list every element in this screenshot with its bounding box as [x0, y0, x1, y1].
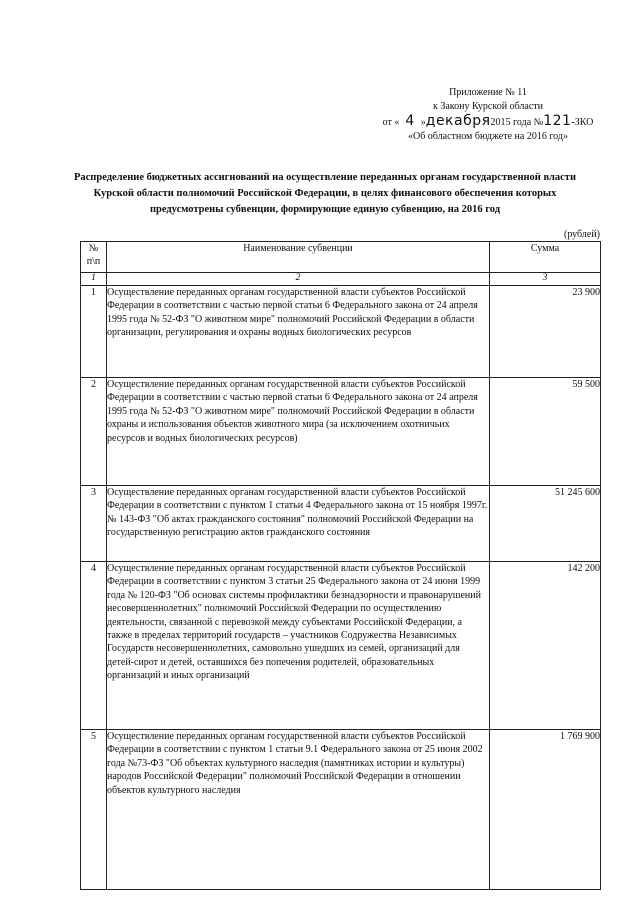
row-sum: 59 500	[490, 378, 601, 486]
appendix-header	[372, 86, 604, 144]
subsidy-table	[80, 241, 601, 890]
table-row	[81, 730, 601, 890]
row-number: 5	[81, 730, 107, 890]
column-header-sum: Сумма	[490, 242, 601, 273]
law-date-line	[372, 114, 604, 130]
document-title: Распределение бюджетных ассигнований на осуществление переданных органам государственной власти Курской области полномочий Российской Федерации, в целях финансового обеспечения которых предусмотрены субвенции, формирующие единую субвенцию, на 2016 год	[73, 172, 577, 215]
units-label: (рублей)	[563, 229, 600, 240]
law-suffix: -ЗКО	[571, 117, 594, 128]
appendix-label: Приложение № 11	[449, 87, 527, 98]
row-sum: 51 245 600	[490, 486, 601, 562]
row-number: 2	[81, 378, 107, 486]
column-number-1: 1	[81, 273, 107, 286]
table-row	[81, 286, 601, 378]
column-header-name: Наименование субвенции	[107, 242, 490, 273]
law-title: «Об областном бюджете на 2016 год»	[408, 131, 568, 142]
date-month: декабря	[425, 113, 491, 129]
date-sep: »	[420, 117, 426, 128]
row-subsidy-name: Осуществление переданных органам государственной власти субъектов Российской Федерации в соответствии с частью первой статьи 6 Федерального закона от 24 апреля 1995 года № 52-ФЗ "О животном мире" полномочий Российской Федерации в области организации, регулирования и охраны водных биологических ресурсов	[107, 286, 490, 378]
column-numbers-row	[81, 273, 601, 286]
row-sum: 1 769 900	[490, 730, 601, 890]
row-subsidy-name: Осуществление переданных органам государственной власти субъектов Российской Федерации в соответствии с пунктом 1 статьи 9.1 Федерального закона от 25 июня 2002 года №73-ФЗ "Об объектах культурного наследия (памятниках истории и культуры) народов Российской Федерации" полномочий Российской Федерации в отношении объектов культурного наследия	[107, 730, 490, 890]
column-number-3: 3	[490, 273, 601, 286]
date-year: 2015 года №	[490, 117, 544, 128]
column-number-2: 2	[107, 273, 490, 286]
date-day: 4	[405, 113, 415, 129]
table-row	[81, 562, 601, 730]
date-prefix: от «	[382, 117, 400, 128]
law-reference: к Закону Курской области	[433, 101, 543, 112]
table-row	[81, 378, 601, 486]
row-number: 1	[81, 286, 107, 378]
column-header-number: № п\п	[81, 242, 107, 273]
row-number: 3	[81, 486, 107, 562]
row-subsidy-name: Осуществление переданных органам государственной власти субъектов Российской Федерации в соответствии с пунктом 1 статьи 4 Федерального закона от 15 ноября 1997г. № 143-ФЗ "Об актах гражданского состояния" полномочий Российской Федерации на государственную регистрацию актов гражданского состояния	[107, 486, 490, 562]
table-row	[81, 486, 601, 562]
row-sum: 23 900	[490, 286, 601, 378]
row-subsidy-name: Осуществление переданных органам государственной власти субъектов Российской Федерации в соответствии с пунктом 3 статьи 25 Федерального закона от 24 июня 1999 года № 120-ФЗ "Об основах системы профилактики безнадзорности и правонарушений несовершеннолетних" полномочий Российской Федерации по осуществлению деятельности, связанной с перевозкой между субъектами Российской Федерации, а также в пределах территорий государств – участников Содружества Независимых Государств несовершеннолетних, самовольно ушедших из семей, организаций для детей-сирот и детей, оставшихся без попечения родителей, образовательных организаций и иных организаций	[107, 562, 490, 730]
law-number: 121	[543, 113, 572, 129]
row-number: 4	[81, 562, 107, 730]
row-subsidy-name: Осуществление переданных органам государственной власти субъектов Российской Федерации в соответствии с частью первой статьи 6 Федерального закона от 24 апреля 1995 года № 52-ФЗ "О животном мире" полномочий Российской Федерации в области охраны и использования объектов животного мира (за исключением охотничьих ресурсов и водных биологических ресурсов)	[107, 378, 490, 486]
row-sum: 142 200	[490, 562, 601, 730]
table-header-row	[81, 242, 601, 273]
